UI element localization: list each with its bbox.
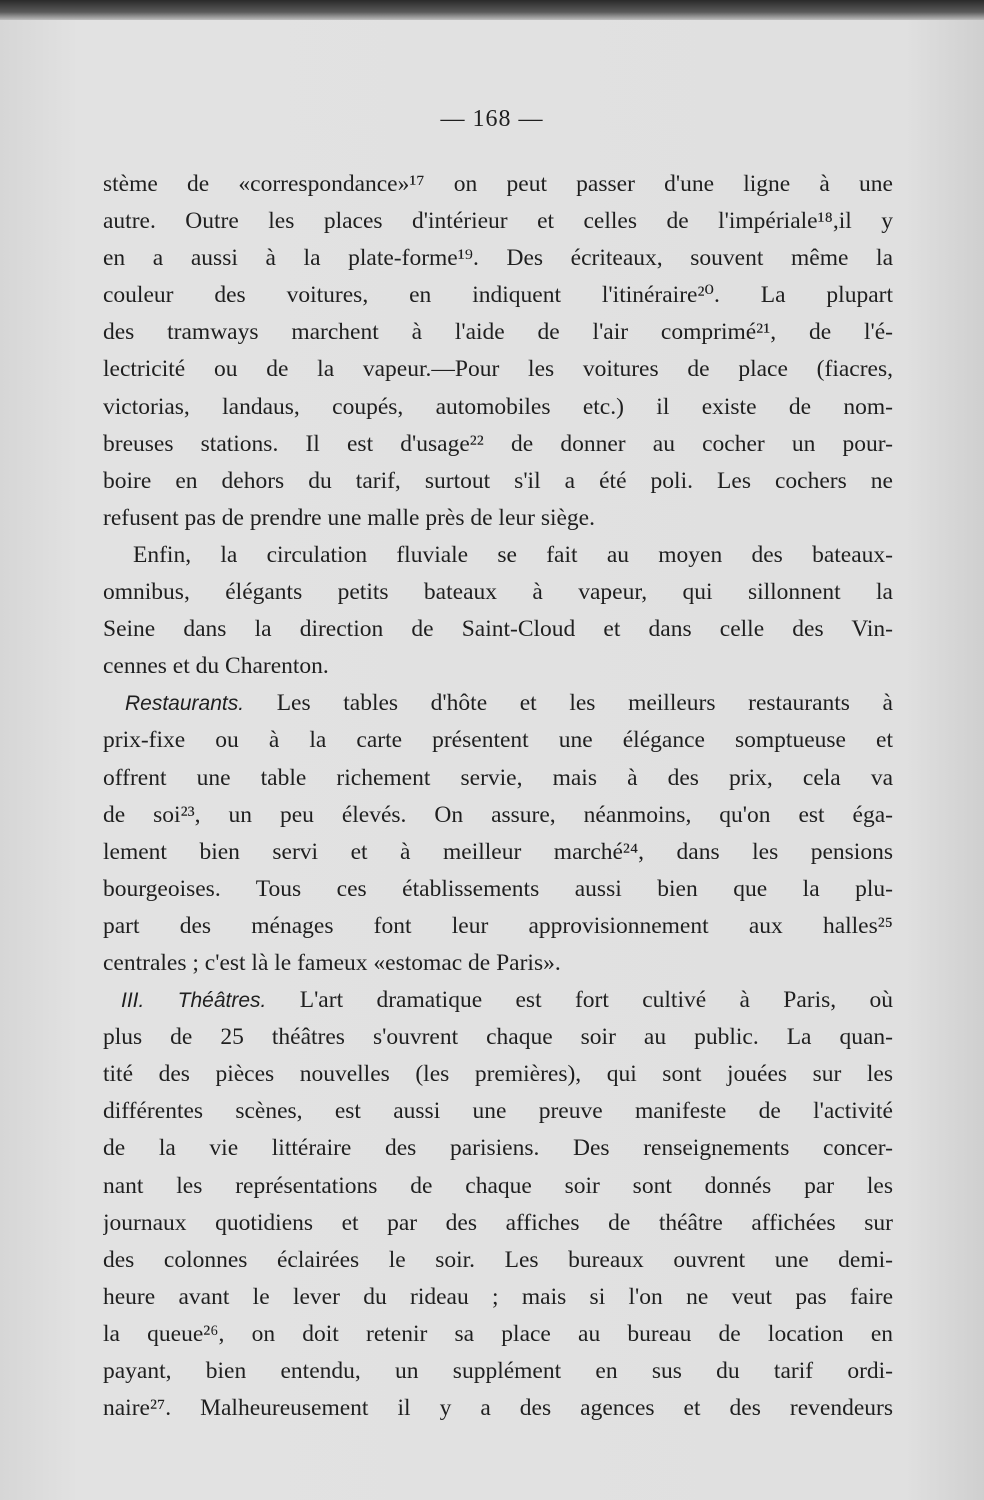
text-line: en a aussi à la plate-forme¹⁹. Des écriteaux, souvent même la xyxy=(103,245,893,272)
text-line: autre. Outre les places d'intérieur et celles de l'impériale¹⁸,il y xyxy=(103,208,893,235)
text-line: payant, bien entendu, un supplément en sus du tarif ordi- xyxy=(103,1358,893,1384)
section-heading-theatres: III. Théâtres. xyxy=(121,989,267,1013)
text-line: des colonnes éclairées le soir. Les bureaux ouvrent une demi- xyxy=(103,1246,893,1273)
text-line: offrent une table richement servie, mais à des prix, cela va xyxy=(103,764,893,791)
text-line: part des ménages font leur approvisionnement aux halles²⁵ xyxy=(103,912,893,939)
text-line: couleur des voitures, en indiquent l'itinéraire²⁰. La plupart xyxy=(103,282,893,309)
text-line: différentes scènes, est aussi une preuve manifeste de l'activité xyxy=(103,1098,893,1125)
text-line: la queue²⁶, on doit retenir sa place au bureau de location en xyxy=(103,1320,893,1347)
text-line: nant les représentations de chaque soir sont donnés par les xyxy=(103,1172,893,1199)
text-line: stème de «correspondance»¹⁷ on peut passer d'une ligne à une xyxy=(103,171,893,197)
text-line: des tramways marchent à l'aide de l'air comprimé²¹, de l'é- xyxy=(103,319,893,346)
book-page xyxy=(0,20,984,1500)
text-line: heure avant le lever du rideau ; mais si l'on ne veut pas faire xyxy=(103,1283,893,1310)
text-line: cennes et du Charenton. xyxy=(103,653,329,680)
text-line: lectricité ou de la vapeur.—Pour les voitures de place (fiacres, xyxy=(103,356,893,383)
text-line: boire en dehors du tarif, surtout s'il a été poli. Les cochers ne xyxy=(103,467,893,494)
text-line: breuses stations. Il est d'usage²² de donner au cocher un pour- xyxy=(103,430,893,457)
body-text xyxy=(103,166,893,1427)
text-line: tité des pièces nouvelles (les premières), qui sont jouées sur les xyxy=(103,1061,893,1088)
text-line: Seine dans la direction de Saint-Cloud et dans celle des Vin- xyxy=(103,616,893,643)
text-line: lement bien servi et à meilleur marché²⁴, dans les pensions xyxy=(103,838,893,865)
text-line xyxy=(103,685,893,722)
text-line: plus de 25 théâtres s'ouvrent chaque soir au public. La quan- xyxy=(103,1024,893,1051)
page-number: — 168 — xyxy=(440,106,544,132)
text-line: centrales ; c'est là le fameux «estomac de Paris». xyxy=(103,949,561,976)
section-text: L'art dramatique est fort cultivé à Paris, où xyxy=(299,987,893,1014)
text-line: refusent pas de prendre une malle près de leur siège. xyxy=(103,504,595,531)
text-line: de la vie littéraire des parisiens. Des renseignements concer- xyxy=(103,1135,893,1162)
section-heading-restaurants: Restaurants. xyxy=(125,692,245,716)
text-line: omnibus, élégants petits bateaux à vapeur, qui sillonnent la xyxy=(103,579,893,606)
text-line: bourgeoises. Tous ces établissements aussi bien que la plu- xyxy=(103,875,893,902)
text-line: prix-fixe ou à la carte présentent une élégance somptueuse et xyxy=(103,727,893,754)
text-line: Enfin, la circulation fluviale se fait au moyen des bateaux- xyxy=(133,541,893,568)
text-line xyxy=(103,982,893,1019)
text-line: de soi²³, un peu élevés. On assure, néanmoins, qu'on est éga- xyxy=(103,801,893,828)
text-line: naire²⁷. Malheureusement il y a des agences et des revendeurs xyxy=(103,1395,893,1422)
section-text: Les tables d'hôte et les meilleurs restaurants à xyxy=(276,690,893,717)
text-line: journaux quotidiens et par des affiches de théâtre affichées sur xyxy=(103,1209,893,1236)
text-line: victorias, landaus, coupés, automobiles etc.) il existe de nom- xyxy=(103,393,893,420)
scan-top-edge xyxy=(0,0,984,20)
